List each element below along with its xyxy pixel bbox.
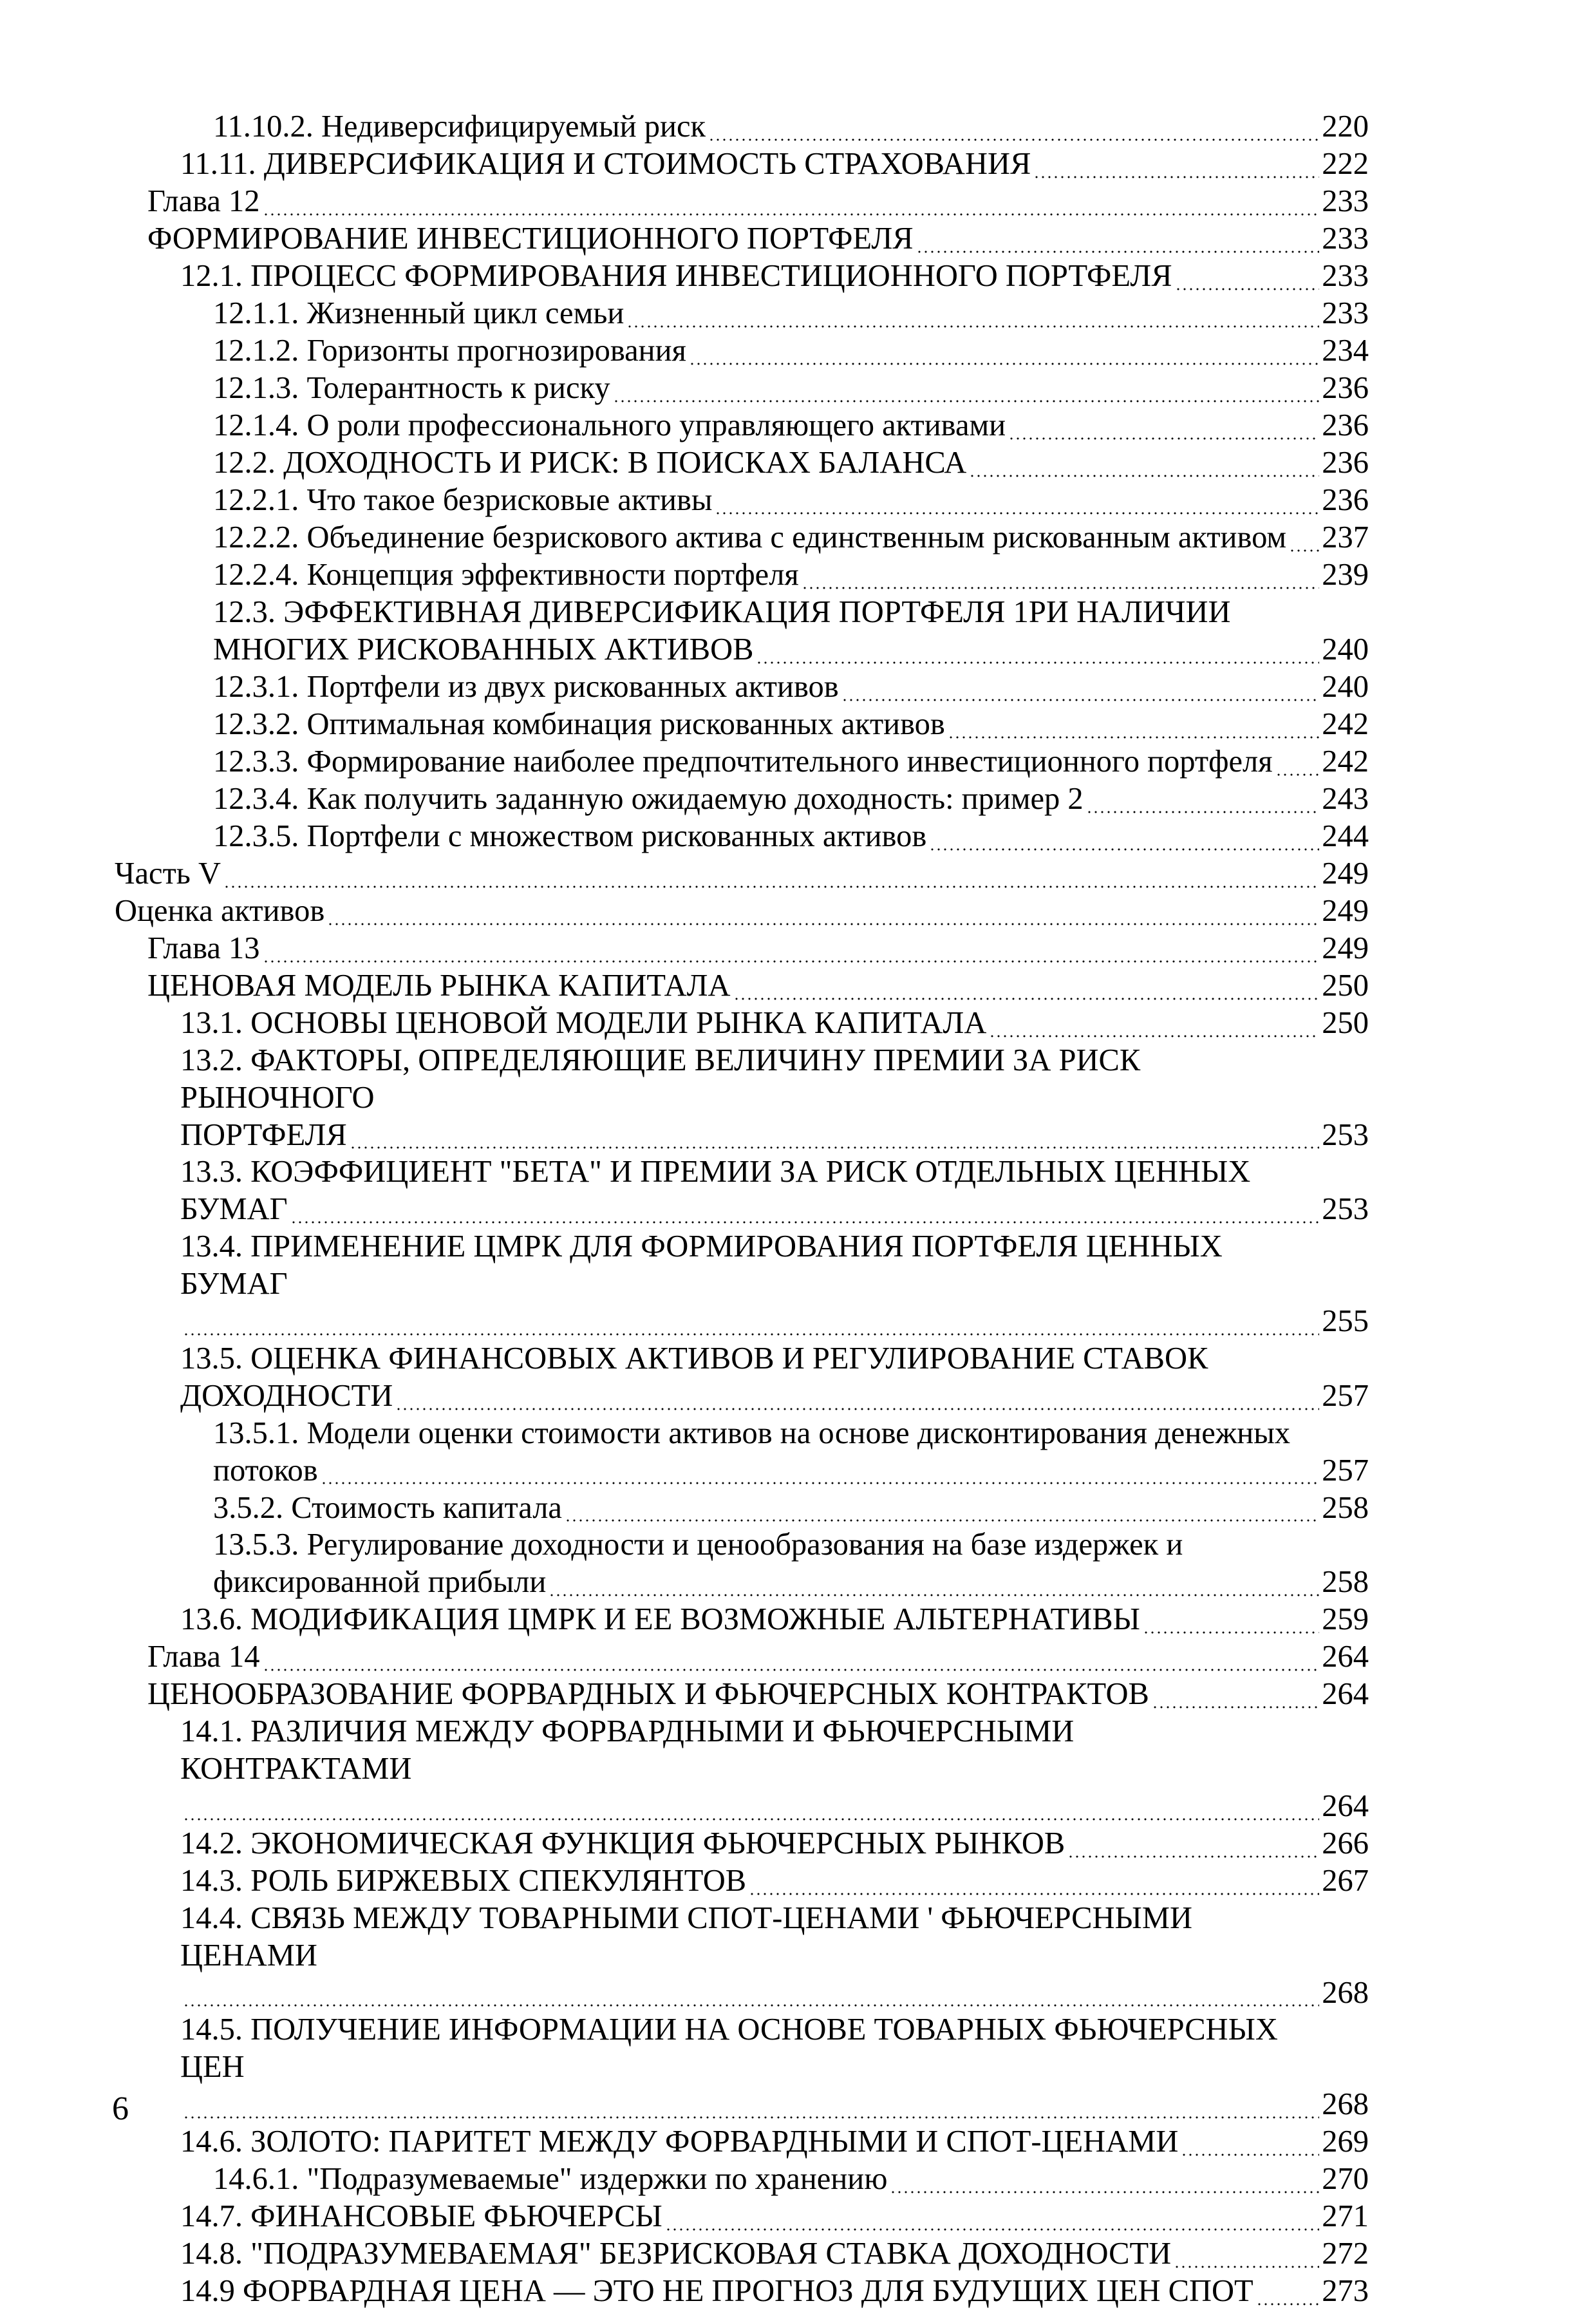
page-number: 6 [112,2090,129,2127]
dot-leader [1289,519,1319,556]
toc-entry-title: 12.3. ЭФФЕКТИВНАЯ ДИВЕРСИФИКАЦИЯ ПОРТФЕЛЯ 1РИ НАЛИЧИИ [213,595,1231,629]
toc-entry-continuation [180,2086,1369,2123]
toc-page-number: 244 [1322,819,1369,853]
toc-entry-title: 13.3. КОЭФФИЦИЕНТ "БЕТА" И ПРЕМИИ ЗА РИСК ОТДЕЛЬНЫХ ЦЕННЫХ [180,1155,1251,1189]
toc-entry-title: Часть V [115,857,221,891]
toc-entry-title: 14.4. СВЯЗЬ МЕЖДУ ТОВАРНЫМИ СПОТ-ЦЕНАМИ ' ФЬЮЧЕРСНЫМИ ЦЕНАМИ [180,1900,1192,1973]
toc-entry[interactable] [213,444,1369,482]
dot-leader [665,2198,1319,2235]
toc-entry-title: Оценка активов [115,894,325,928]
toc-entry-title: Глава 14 [147,1640,260,1674]
toc-entry[interactable] [213,1415,1369,1490]
toc-page-number: 266 [1322,1826,1369,1860]
toc-page-number: 259 [1322,1602,1369,1637]
toc-entry[interactable] [213,706,1369,743]
toc-entry[interactable] [213,781,1369,818]
toc-entry-title: 13.5.3. Регулирование доходности и ценообразования на базе издержек и [213,1528,1183,1562]
toc-page-number: 257 [1322,1453,1369,1488]
dot-leader [263,1638,1320,1676]
dot-leader [183,1788,1319,1825]
toc-page-number: 253 [1322,1117,1369,1152]
toc-entry-title: 11.10.2. Недиверсифицируемый риск [213,109,706,144]
toc-entry[interactable] [180,2235,1369,2273]
toc-entry[interactable] [115,893,1369,930]
toc-page-number: 233 [1322,222,1369,256]
toc-page-number: 272 [1322,2237,1369,2271]
toc-entry-continuation [180,1788,1369,1825]
toc-entry-title: 13.5.1. Модели оценки стоимости активов на основе дисконтирования денежных [213,1415,1291,1450]
toc-page-number: 220 [1322,109,1369,144]
toc-entry-title: Глава 12 [147,184,260,219]
dot-leader [565,1489,1319,1526]
dot-leader [263,183,1320,220]
dot-leader [1033,146,1319,183]
dot-leader [263,930,1320,967]
toc-entry[interactable] [180,1153,1369,1228]
toc-entry-title: 12.3.4. Как получить заданную ожидаемую доходность: пример 2 [213,782,1084,816]
toc-entry[interactable] [180,1228,1369,1340]
toc-entry-title: 12.2. ДОХОДНОСТЬ И РИСК: В ПОИСКАХ БАЛАНСА [213,446,967,480]
toc-entry-title: ЦЕНООБРАЗОВАНИЕ ФОРВАРДНЫХ И ФЬЮЧЕРСНЫХ КОНТРАКТОВ [147,1677,1149,1712]
toc-page-number: 242 [1322,744,1369,779]
toc-page-number: 242 [1322,707,1369,741]
toc-entry-title: Глава 13 [147,931,260,965]
toc-page-number: 273 [1322,2274,1369,2309]
toc-page-number: 267 [1322,1863,1369,1898]
toc-page-number: 243 [1322,782,1369,816]
dot-leader [841,668,1320,706]
toc-entry[interactable] [180,2123,1369,2161]
toc-page-number: 237 [1322,520,1369,555]
toc-page-number: 249 [1322,857,1369,891]
toc-entry[interactable] [147,1638,1369,1676]
dot-leader [321,1452,1320,1489]
toc-entry-title: 13.1. ОСНОВЫ ЦЕНОВОЙ МОДЕЛИ РЫНКА КАПИТАЛА [180,1006,987,1040]
toc-entry-title: 11.11. ДИВЕРСИФИКАЦИЯ И СТОИМОСТЬ СТРАХОВАНИЯ [180,147,1031,182]
toc-entry[interactable] [180,1005,1369,1042]
toc-entry-continuation [180,1377,1369,1415]
toc-page-number: 269 [1322,2125,1369,2159]
toc-entry[interactable] [213,407,1369,444]
toc-entry[interactable] [213,482,1369,519]
toc-entry[interactable] [180,1601,1369,1638]
dot-leader [626,295,1319,332]
toc-entry-continuation [213,1564,1369,1601]
toc-entry[interactable] [180,2011,1369,2123]
toc-entry-title: 13.5. ОЦЕНКА ФИНАНСОВЫХ АКТИВОВ И РЕГУЛИРОВАНИЕ СТАВОК [180,1341,1208,1376]
toc-entry[interactable] [180,258,1369,295]
toc-page-number: 249 [1322,894,1369,928]
toc-entry[interactable] [180,1713,1369,1825]
toc-entry[interactable] [213,594,1369,668]
toc-entry[interactable] [213,370,1369,407]
toc-entry-title: 12.3.3. Формирование наиболее предпочтительного инвестиционного портфеля [213,744,1273,779]
toc-page-number: 258 [1322,1565,1369,1600]
toc-page-number: 264 [1322,1640,1369,1674]
toc-entry[interactable] [180,2273,1369,2310]
toc-entry[interactable] [147,220,1369,258]
dot-leader [183,1303,1319,1340]
dot-leader [1067,1825,1319,1862]
toc-page-number: 222 [1322,147,1369,182]
dot-leader [395,1377,1319,1415]
toc-entry[interactable] [213,519,1369,556]
toc-entry[interactable] [213,818,1369,855]
dot-leader [549,1564,1319,1601]
dot-leader [802,556,1320,594]
toc-page-number: 271 [1322,2199,1369,2234]
dot-leader [1275,743,1320,781]
dot-leader [223,855,1319,893]
toc-entry[interactable] [180,1340,1369,1415]
toc-entry[interactable] [213,668,1369,706]
toc-entry-title-continued: ДОХОДНОСТИ [180,1378,393,1413]
dot-leader [1143,1601,1319,1638]
toc-entry-continuation [213,631,1369,668]
toc-page-number: 233 [1322,296,1369,331]
toc-entry[interactable] [213,108,1369,146]
toc-entry-title-continued: МНОГИХ РИСКОВАННЫХ АКТИВОВ [213,632,754,667]
toc-entry[interactable] [147,183,1369,220]
toc-page-number: 258 [1322,1490,1369,1525]
toc-entry[interactable] [147,930,1369,967]
toc-entry[interactable] [213,332,1369,370]
toc-entry-title: 12.1.3. Толерантность к риску [213,371,610,406]
toc-page-number: 249 [1322,931,1369,965]
toc-entry-title: 3.5.2. Стоимость капитала [213,1490,562,1525]
table-of-contents [0,108,1596,2310]
toc-entry-title: ЦЕНОВАЯ МОДЕЛЬ РЫНКА КАПИТАЛА [147,969,731,1003]
toc-entry-title: 12.1. ПРОЦЕСС ФОРМИРОВАНИЯ ИНВЕСТИЦИОННОГО ПОРТФЕЛЯ [180,259,1172,294]
toc-entry-title-continued: ПОРТФЕЛЯ [180,1117,347,1152]
toc-entry-continuation [180,1303,1369,1340]
dot-leader [749,1862,1319,1900]
dot-leader [1086,781,1320,818]
toc-page-number: 236 [1322,483,1369,518]
toc-entry-title: 12.2.1. Что такое безрисковые активы [213,483,713,518]
toc-entry[interactable] [147,1676,1369,1713]
toc-page-number: 257 [1322,1378,1369,1413]
toc-page-number: 236 [1322,446,1369,480]
toc-entry[interactable] [180,2198,1369,2235]
toc-page-number: 253 [1322,1192,1369,1227]
toc-entry-title: 14.6.1. "Подразумеваемые" издержки по хранению [213,2162,888,2197]
toc-entry-title: 14.8. "ПОДРАЗУМЕВАЕМАЯ" БЕЗРИСКОВАЯ СТАВКА ДОХОДНОСТИ [180,2237,1172,2271]
dot-leader [1008,407,1319,444]
toc-entry-title: 13.4. ПРИМЕНЕНИЕ ЦМРК ДЛЯ ФОРМИРОВАНИЯ ПОРТФЕЛЯ ЦЕННЫХ БУМАГ [180,1229,1223,1301]
toc-page-number: 250 [1322,969,1369,1003]
dot-leader [969,444,1319,482]
toc-entry[interactable] [180,1042,1369,1154]
toc-entry-title: 13.6. МОДИФИКАЦИЯ ЦМРК И ЕЕ ВОЗМОЖНЫЕ АЛЬТЕРНАТИВЫ [180,1602,1140,1637]
toc-entry-title: 12.1.1. Жизненный цикл семьи [213,296,624,331]
dot-leader [929,818,1319,855]
toc-entry-title: 14.9 ФОРВАРДНАЯ ЦЕНА — ЭТО НЕ ПРОГНОЗ ДЛЯ БУДУЩИХ ЦЕН СПОТ [180,2274,1253,2309]
toc-page-number: 264 [1322,1788,1369,1823]
toc-entry-title: 12.3.2. Оптимальная комбинация рискованных активов [213,707,945,741]
toc-entry-title-continued: БУМАГ [180,1192,288,1227]
toc-entry-title: 14.3. РОЛЬ БИРЖЕВЫХ СПЕКУЛЯНТОВ [180,1863,747,1898]
dot-leader [708,108,1319,146]
dot-leader [689,332,1319,370]
toc-entry-title: 12.1.2. Горизонты прогнозирования [213,334,686,368]
toc-page-number: 268 [1322,1975,1369,2010]
toc-entry[interactable] [213,1489,1369,1526]
dot-leader [1175,258,1320,295]
toc-entry[interactable] [180,146,1369,183]
toc-entry-title-continued: потоков [213,1453,318,1488]
dot-leader [183,1974,1319,2011]
toc-page-number: 239 [1322,558,1369,592]
toc-entry-title: 12.3.5. Портфели с множеством рискованных активов [213,819,927,853]
toc-entry[interactable] [115,855,1369,893]
dot-leader [350,1116,1320,1153]
toc-page-number: 270 [1322,2162,1369,2197]
dot-leader [916,220,1320,258]
toc-page-number: 236 [1322,371,1369,406]
toc-entry-continuation [180,1116,1369,1153]
toc-entry-title: ФОРМИРОВАНИЕ ИНВЕСТИЦИОННОГО ПОРТФЕЛЯ [147,222,914,256]
dot-leader [989,1005,1319,1042]
toc-entry-continuation [213,1452,1369,1489]
toc-entry[interactable] [213,556,1369,594]
toc-entry-title: 14.5. ПОЛУЧЕНИЕ ИНФОРМАЦИИ НА ОСНОВЕ ТОВАРНЫХ ФЬЮЧЕРСНЫХ ЦЕН [180,2012,1278,2085]
toc-entry-continuation [180,1974,1369,2011]
toc-page-number: 264 [1322,1677,1369,1712]
dot-leader [715,482,1319,519]
toc-entry-title: 14.7. ФИНАНСОВЫЕ ФЬЮЧЕРСЫ [180,2199,662,2234]
dot-leader [1152,1676,1319,1713]
toc-page-number: 250 [1322,1006,1369,1040]
toc-entry[interactable] [213,1526,1369,1601]
toc-entry-title: 13.2. ФАКТОРЫ, ОПРЕДЕЛЯЮЩИЕ ВЕЛИЧИНУ ПРЕМИИ ЗА РИСК РЫНОЧНОГО [180,1043,1141,1115]
toc-page-number: 234 [1322,334,1369,368]
toc-entry-title-continued: фиксированной прибыли [213,1565,547,1600]
toc-page-number: 233 [1322,184,1369,219]
toc-entry[interactable] [213,2161,1369,2198]
dot-leader [290,1191,1320,1228]
dot-leader [756,631,1319,668]
dot-leader [1174,2235,1319,2273]
toc-entry-title: 12.1.4. О роли профессионального управляющего активами [213,408,1006,443]
toc-entry-continuation [180,1191,1369,1228]
dot-leader [890,2161,1319,2198]
toc-entry[interactable] [180,1825,1369,1862]
toc-entry-title: 12.2.2. Объединение безрискового актива с единственным рискованным активом [213,520,1287,555]
toc-page-number: 255 [1322,1303,1369,1338]
toc-entry[interactable] [180,1862,1369,1900]
toc-page-number: 240 [1322,632,1369,667]
dot-leader [733,967,1320,1005]
dot-leader [948,706,1319,743]
dot-leader [613,370,1320,407]
toc-entry[interactable] [147,967,1369,1005]
toc-entry-title: 14.6. ЗОЛОТО: ПАРИТЕТ МЕЖДУ ФОРВАРДНЫМИ И СПОТ-ЦЕНАМИ [180,2125,1179,2159]
toc-page-number: 268 [1322,2087,1369,2122]
dot-leader [327,893,1319,930]
dot-leader [1256,2273,1320,2310]
toc-page-number: 233 [1322,259,1369,294]
toc-page-number: 240 [1322,670,1369,704]
toc-entry-title: 14.2. ЭКОНОМИЧЕСКАЯ ФУНКЦИЯ ФЬЮЧЕРСНЫХ РЫНКОВ [180,1826,1066,1860]
toc-entry-title: 12.2.4. Концепция эффективности портфеля [213,558,799,592]
toc-entry[interactable] [213,295,1369,332]
toc-page-number: 236 [1322,408,1369,443]
toc-entry-title: 12.3.1. Портфели из двух рискованных активов [213,670,839,704]
dot-leader [1181,2123,1319,2161]
dot-leader [183,2086,1319,2123]
toc-entry[interactable] [180,1900,1369,2012]
toc-entry[interactable] [213,743,1369,781]
toc-entry-title: 14.1. РАЗЛИЧИЯ МЕЖДУ ФОРВАРДНЫМИ И ФЬЮЧЕРСНЫМИ КОНТРАКТАМИ [180,1714,1075,1786]
